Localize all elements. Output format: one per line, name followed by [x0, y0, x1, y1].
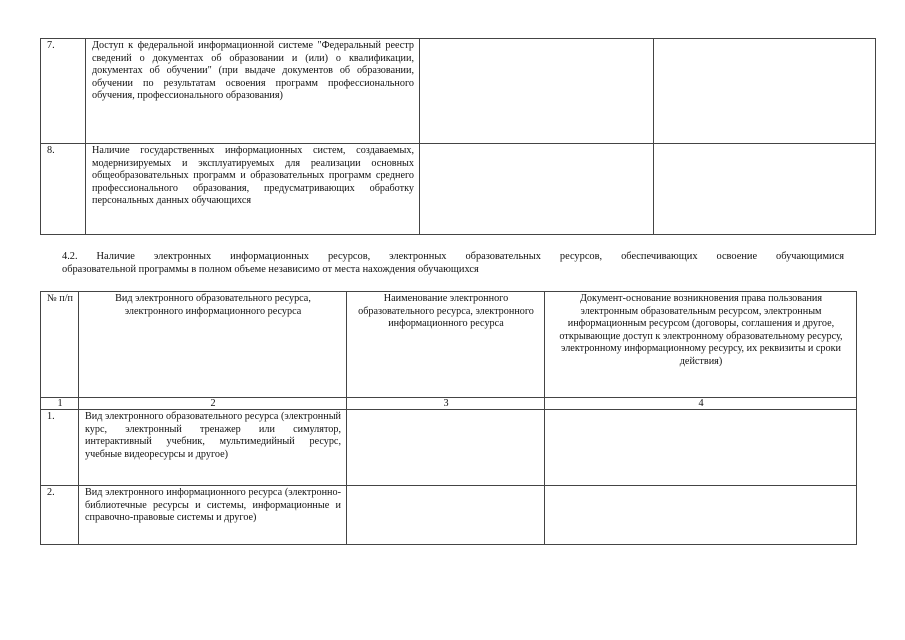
row-cell-col3	[420, 144, 654, 235]
header-resource-type: Вид электронного образовательного ресурса, электронного информационного ресурса	[79, 292, 347, 398]
column-number-row	[41, 398, 857, 410]
electronic-resources-table	[40, 291, 857, 545]
row-cell-col4	[545, 410, 857, 486]
column-number: 4	[545, 398, 857, 410]
table-row	[41, 39, 876, 144]
table-row	[41, 486, 857, 545]
section-heading-line2: образовательной программы в полном объеме независимо от места нахождения обучающихся	[62, 264, 479, 275]
table-row	[41, 144, 876, 235]
row-number: 2.	[41, 486, 79, 545]
row-description: Доступ к федеральной информационной системе "Федеральный реестр сведений о документах об образовании и (или) о квалификации, документах об обучении" (при выдаче документов об образовании, обучении по результатам освоения программ профессионального обучения, профессионального образования)	[86, 39, 420, 144]
row-description: Вид электронного информационного ресурса (электронно-библиотечные ресурсы и системы, информационные и справочно-правовые системы и другое)	[79, 486, 347, 545]
row-number: 7.	[41, 39, 86, 144]
header-resource-name: Наименование электронного образовательного ресурса, электронного информационного ресурса	[347, 292, 545, 398]
header-number: № п/п	[41, 292, 79, 398]
header-basis-document: Документ-основание возникновения права пользования электронным образовательным ресурсом, электронным информационным ресурсом (договоры, соглашения и другое, открывающие доступ к электронному образовательному ресурсу, электронному информационному ресурсу, их реквизиты и сроки действия)	[545, 292, 857, 398]
row-cell-col3	[347, 486, 545, 545]
row-cell-col4	[545, 486, 857, 545]
row-description: Вид электронного образовательного ресурса (электронный курс, электронный тренажер или симулятор, интерактивный учебник, мультимедийный ресурс, учебные видеоресурсы и другое)	[79, 410, 347, 486]
row-cell-col4	[654, 39, 876, 144]
row-cell-col4	[654, 144, 876, 235]
table-row	[41, 410, 857, 486]
section-heading-4-2	[62, 250, 844, 276]
column-number: 2	[79, 398, 347, 410]
row-number: 1.	[41, 410, 79, 486]
row-number: 8.	[41, 144, 86, 235]
row-description: Наличие государственных информационных систем, создаваемых, модернизируемых и эксплуатируемых для реализации основных общеобразовательных программ и образовательных программ среднего профессионального образования, предусматривающих обработку персональных данных обучающихся	[86, 144, 420, 235]
table-header-row	[41, 292, 857, 398]
row-cell-col3	[420, 39, 654, 144]
column-number: 3	[347, 398, 545, 410]
resources-table-continued	[40, 38, 876, 235]
row-cell-col3	[347, 410, 545, 486]
section-heading-line1: 4.2. Наличие электронных информационных ресурсов, электронных образовательных ресурсов, обеспечивающих освоение обучающимися	[62, 251, 844, 262]
column-number: 1	[41, 398, 79, 410]
